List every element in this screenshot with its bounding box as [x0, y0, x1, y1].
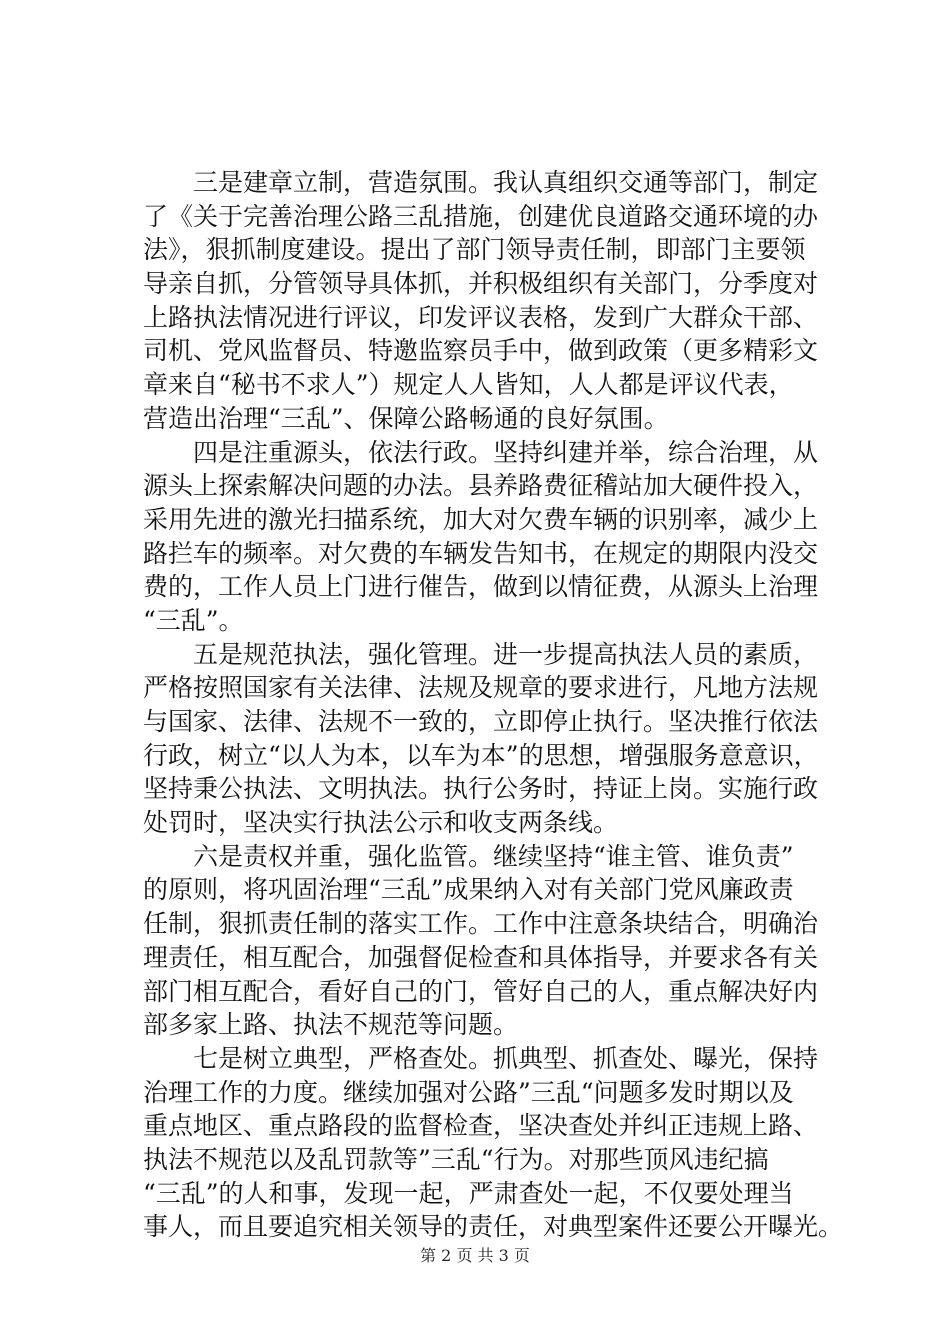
text-line: 行政，树立“以人为本，以车为本”的思想，增强服务意意识，	[143, 740, 819, 770]
text-line: 费的，工作人员上门进行催告，做到以情征费，从源头上治理	[143, 572, 819, 602]
text-line: 部多家上路、执法不规范等问题。	[143, 1010, 519, 1040]
text-line: 事人，而且要追究相关领导的责任，对典型案件还要公开曝光。	[143, 1212, 844, 1242]
text-line: 六是责权并重，强化监管。继续坚持“谁主管、谁负责”	[143, 841, 794, 871]
text-line: 五是规范执法，强化管理。进一步提高执法人员的素质，	[143, 639, 819, 669]
text-line: 路拦车的频率。对欠费的车辆发告知书，在规定的期限内没交	[143, 538, 819, 568]
text-line: 导亲自抓，分管领导具体抓，并积极组织有关部门，分季度对	[143, 269, 819, 299]
text-line: 部门相互配合，看好自己的门，管好自己的人，重点解决好内	[143, 976, 819, 1006]
text-line: 法》，狠抓制度建设。提出了部门领导责任制，即部门主要领	[143, 235, 806, 265]
text-line: 与国家、法律、法规不一致的，立即停止执行。坚决推行依法	[143, 707, 819, 736]
body-text	[143, 166, 858, 1244]
text-line: 营造出治理“三乱”、保障公路畅通的良好氛围。	[143, 403, 669, 433]
text-line: 严格按照国家有关法律、法规及规章的要求进行，凡地方法规	[143, 673, 819, 703]
text-line: 七是树立典型，严格查处。抓典型、抓查处、曝光，保持	[143, 1043, 819, 1073]
text-line: 采用先进的激光扫描系统，加大对欠费车辆的识别率，减少上	[143, 504, 819, 534]
text-line: “三乱”的人和事，发现一起，严肃查处一起，不仅要处理当	[143, 1178, 794, 1208]
text-line: 任制，狠抓责任制的落实工作。工作中注意条块结合，明确治	[143, 909, 819, 939]
text-line: 上路执法情况进行评议，印发评议表格，发到广大群众干部、	[143, 302, 819, 332]
text-line: 执法不规范以及乱罚款等”三乱“行为。对那些顶风违纪搞	[143, 1144, 769, 1174]
text-line: 坚持秉公执法、文明执法。执行公务时，持证上岗。实施行政	[143, 774, 819, 804]
text-line: 源头上探索解决问题的办法。县养路费征稽站加大硬件投入，	[143, 471, 819, 501]
text-line: 章来自“秘书不求人”）规定人人皆知，人人都是评议代表，	[143, 370, 794, 400]
text-line: 治理工作的力度。继续加强对公路”三乱“问题多发时期以及	[143, 1077, 794, 1107]
text-line: 四是注重源头，依法行政。坚持纠建并举，综合治理，从	[143, 437, 819, 467]
text-line: 重点地区、重点路段的监督检查，坚决查处并纠正违规上路、	[143, 1111, 819, 1141]
text-line: 了《关于完善治理公路三乱措施，创建优良道路交通环境的办	[143, 201, 819, 231]
text-line: 司机、党风监督员、特邀监察员手中，做到政策（更多精彩文	[143, 336, 819, 366]
text-line: 三是建章立制，营造氛围。我认真组织交通等部门，制定	[143, 168, 819, 197]
text-line: 处罚时，坚决实行执法公示和收支两条线。	[143, 808, 619, 838]
text-line: “三乱”。	[143, 605, 244, 635]
text-line: 的原则，将巩固治理“三乱”成果纳入对有关部门党风廉政责	[143, 875, 794, 905]
page-footer: 第 2 页 共 3 页	[420, 1246, 530, 1265]
text-line: 理责任，相互配合，加强督促检查和具体指导，并要求各有关	[143, 942, 819, 972]
